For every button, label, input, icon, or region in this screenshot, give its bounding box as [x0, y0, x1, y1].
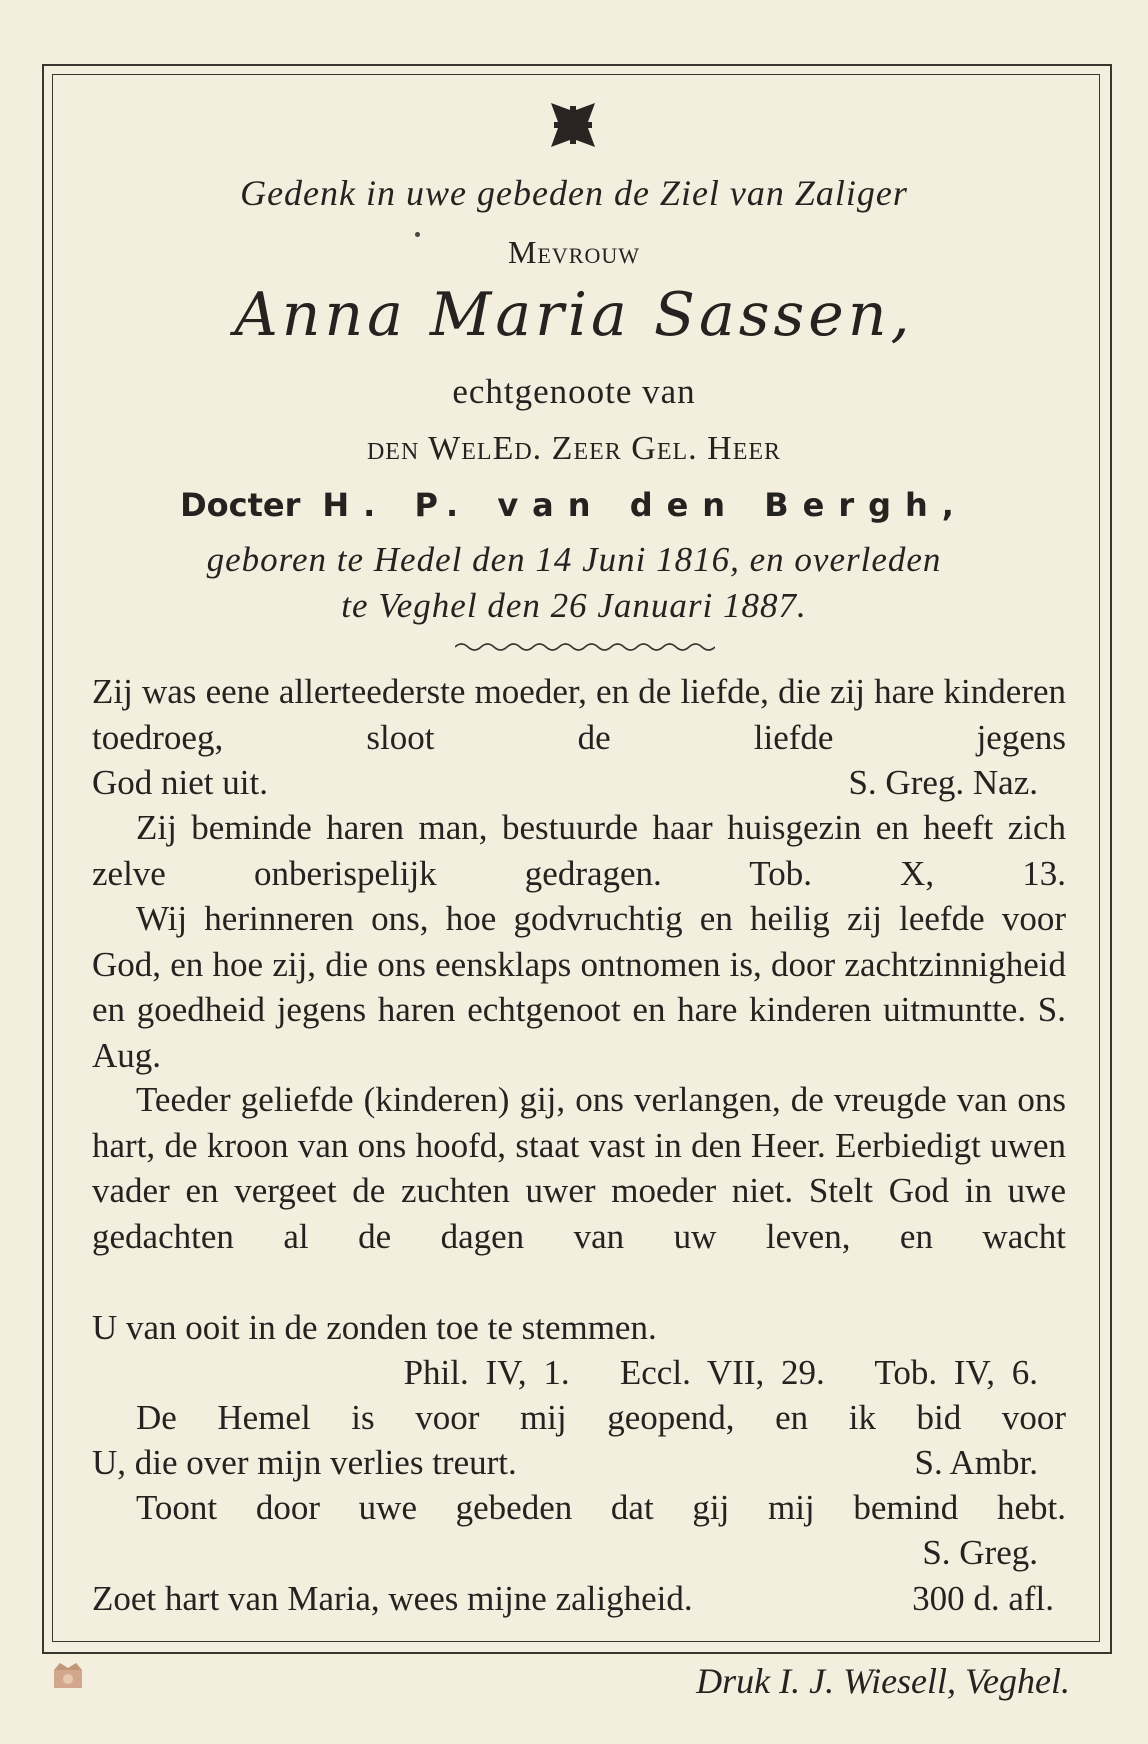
paragraph-4: Teeder geliefde (kinderen) gij, ons verlangen, de vreugde van ons hart, de kroon van ons hoofd, staat vast in den Heer. Eerbiedigt uwen vader en vergeet de zuchten uwer moeder niet. Stelt God in uwe gedachten al de dagen van uw leven, en wacht: [92, 1080, 1066, 1256]
invocation-line: Gedenk in uwe gebeden de Ziel van Zaliger: [240, 173, 908, 213]
paragraph-2: Zij beminde haren man, bestuurde haar huisgezin en heeft zich zelve onberispelijk gedragen. Tob. X, 13.: [92, 808, 1066, 893]
prayer-zoet-hart: Zoet hart van Maria, wees mijne zaligheid.: [92, 1579, 693, 1618]
indulgence: 300 d. afl.: [912, 1579, 1054, 1618]
source-ambr: S. Ambr.: [914, 1443, 1038, 1482]
cross-pattee-icon: [548, 100, 598, 150]
paragraph-5: De Hemel is voor mij geopend, en ik bid voor: [136, 1398, 1066, 1437]
title-mevrouw: Mevrouw: [508, 234, 640, 270]
birth-line-1: geboren te Hedel den 14 Juni 1816, en overleden: [206, 540, 942, 579]
spouse-prefix: Docter: [180, 486, 301, 524]
spouse-name: H. P. van den Bergh,: [322, 486, 968, 524]
printer-imprint: Druk I. J. Wiesell, Veghel.: [696, 1661, 1070, 1701]
ornamental-divider: [455, 640, 715, 654]
spouse-intro: echtgenoote van: [452, 372, 696, 411]
seal-stamp-icon: [48, 1660, 88, 1694]
paragraph-1-last: God niet uit.: [92, 763, 268, 802]
paragraph-7: [92, 1576, 1066, 1621]
birth-line-2: te Veghel den 26 Januari 1887.: [341, 586, 807, 625]
paragraph-6: Toont door uwe gebeden dat gij mij bemind hebt.: [136, 1488, 1066, 1527]
paragraph-4-last: U van ooit in de zonden toe te stemmen.: [92, 1308, 657, 1347]
paragraph-5-end: [92, 1440, 1066, 1485]
source-greg-naz: S. Greg. Naz.: [848, 763, 1038, 802]
paragraph-1-end: [92, 760, 1066, 805]
spouse-title: den WelEd. Zeer Gel. Heer: [366, 430, 782, 467]
deceased-name: Anna Maria Sassen,: [234, 280, 914, 350]
sources-phil-eccl-tob: Phil. IV, 1. Eccl. VII, 29. Tob. IV, 6.: [403, 1353, 1038, 1392]
source-greg: S. Greg.: [922, 1533, 1038, 1572]
paragraph-1: Zij was eene allerteederste moeder, en de liefde, die zij hare kinderen toedroeg, sloot de liefde jegens: [92, 672, 1066, 757]
paragraph-5-last: U, die over mijn verlies treurt.: [92, 1443, 517, 1482]
spouse-name-line: [0, 486, 1148, 524]
paragraph-3: Wij herinneren ons, hoe godvruchtig en heilig zij leefde voor God, en hoe zij, die ons eensklaps ontnomen is, door zachtzinnigheid en goedheid jegens haren echtgenoot en hare kinderen uitmuntte. S. Aug.: [92, 899, 1066, 1075]
